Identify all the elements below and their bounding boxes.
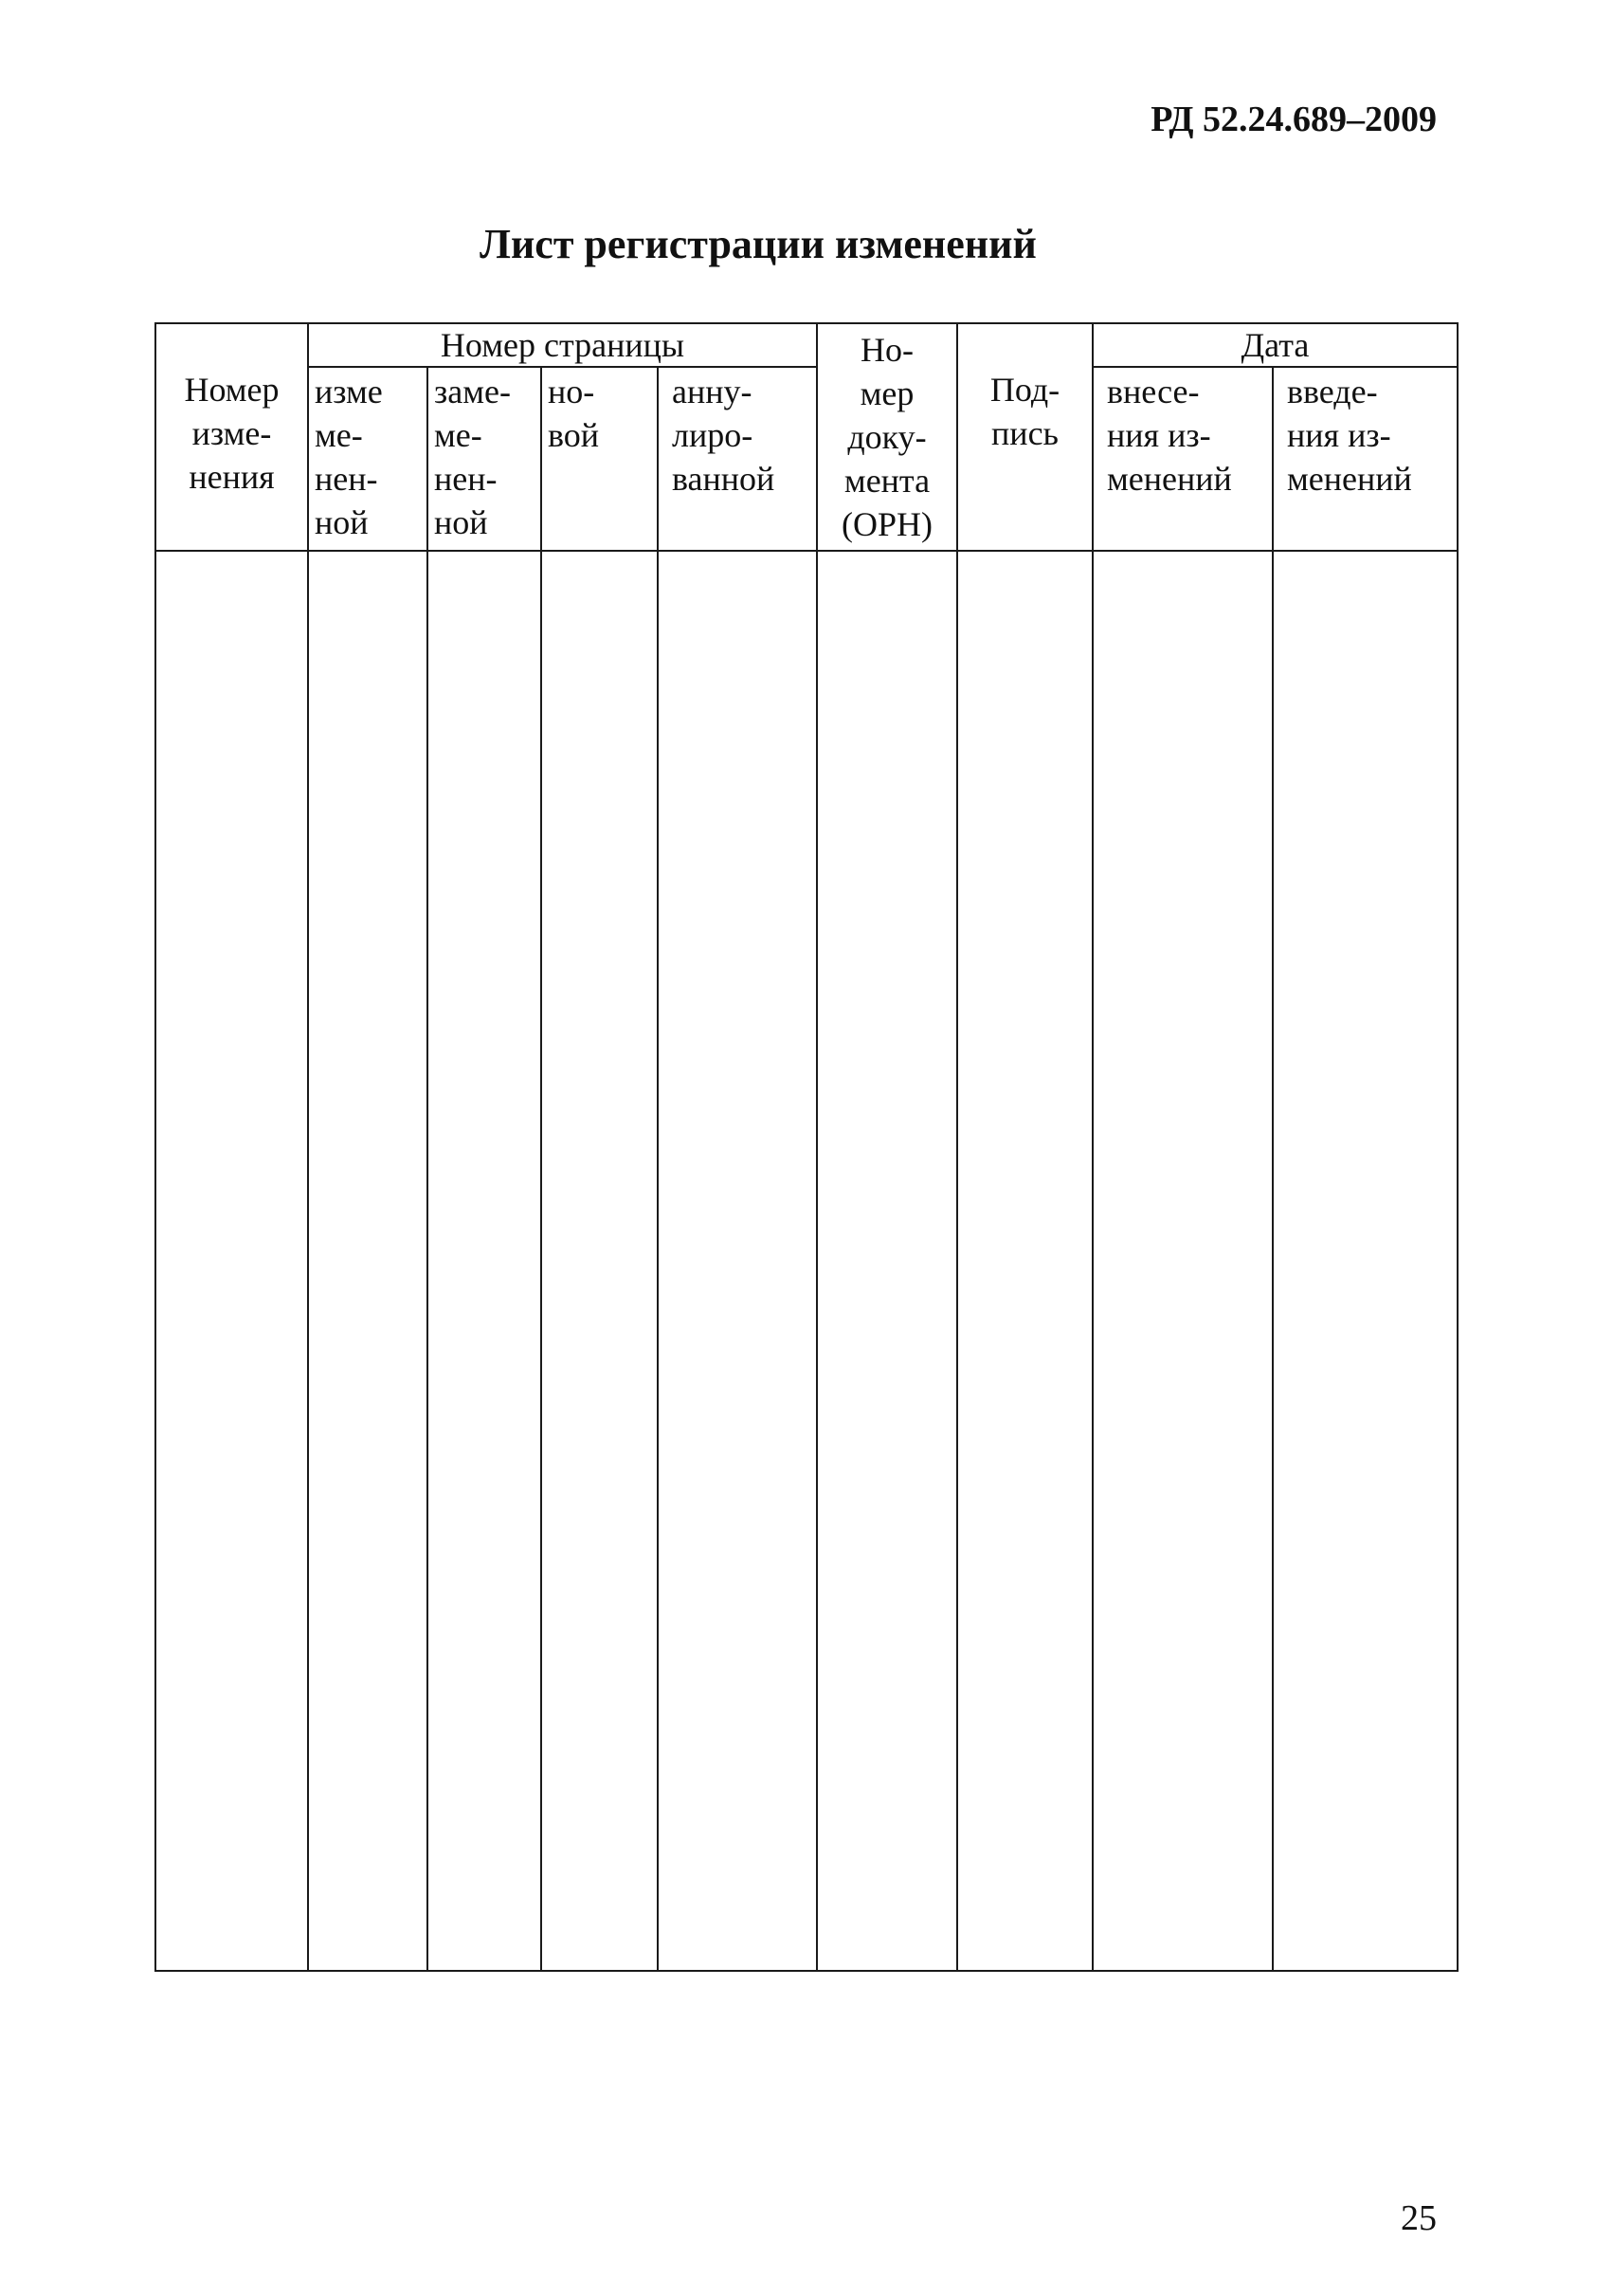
table-cell (658, 551, 817, 1971)
header-changed-page: изме ме- нен- ной (308, 367, 427, 551)
header-document-number: Но- мер доку- мента (ОРН) (817, 323, 957, 551)
header-date-group: Дата (1093, 323, 1458, 367)
table-cell (817, 551, 957, 1971)
table-cell (1273, 551, 1458, 1971)
header-new-page: но- вой (541, 367, 658, 551)
header-replaced-page: заме- ме- нен- ной (427, 367, 541, 551)
page-number: 25 (1401, 2198, 1437, 2238)
document-code: РД 52.24.689–2009 (1151, 100, 1437, 139)
page-title: Лист регистрации изменений (480, 221, 1037, 267)
header-signature: Под- пись (957, 323, 1093, 551)
table-cell (541, 551, 658, 1971)
header-date-introduced: введе- ния из- менений (1273, 367, 1458, 551)
table-header-row-2 (155, 367, 1458, 551)
table-cell (155, 551, 308, 1971)
table-cell (308, 551, 427, 1971)
header-change-number: Номер изме- нения (155, 323, 308, 551)
table-header-row-1 (155, 323, 1458, 367)
table-cell (427, 551, 541, 1971)
header-annulled-page: анну- лиро- ванной (658, 367, 817, 551)
table-row (155, 551, 1458, 1971)
header-date-entered: внесе- ния из- менений (1093, 367, 1273, 551)
table-cell (1093, 551, 1273, 1971)
table-cell (957, 551, 1093, 1971)
change-registration-table (154, 322, 1459, 1972)
header-page-number-group: Номер страницы (308, 323, 817, 367)
